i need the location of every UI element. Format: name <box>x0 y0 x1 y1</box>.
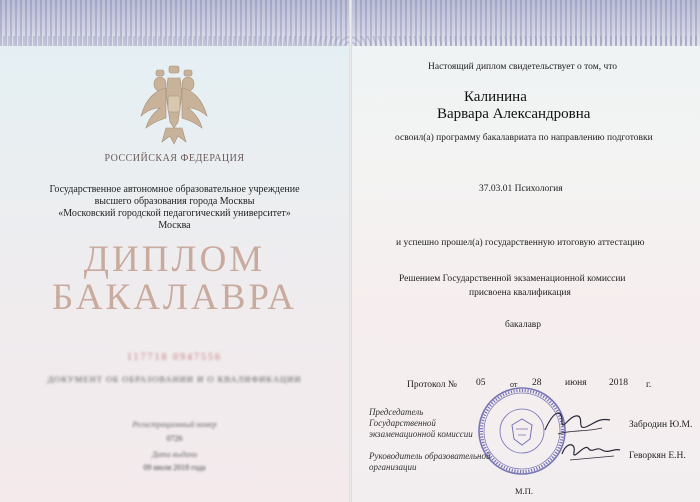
protocol-month: июня <box>565 378 587 388</box>
org-line-3: «Московский городской педагогический университет» <box>58 208 291 219</box>
issue-date: 09 июля 2018 года <box>143 463 206 472</box>
program-text: освоил(а) программу бакалавриата по направлению подготовки <box>395 133 653 143</box>
decision-line-1: Решением Государственной экзаменационной комиссии <box>399 274 626 284</box>
protocol-year-suffix: г. <box>646 380 652 390</box>
protocol-year: 2018 <box>609 378 628 388</box>
issue-date-label: Дата выдачи <box>151 450 198 459</box>
chair-line-3: экзаменационной комиссии <box>369 429 473 439</box>
org-line-2: высшего образования города Москвы <box>94 196 255 207</box>
head-name: Геворкян Е.Н. <box>629 451 686 461</box>
protocol-label: Протокол № <box>407 380 457 390</box>
document-type: ДОКУМЕНТ ОБ ОБРАЗОВАНИИ И О КВАЛИФИКАЦИИ <box>47 374 302 384</box>
given-names: Варвара Александровна <box>437 106 591 122</box>
attestation-text: и успешно прошел(а) государственную итоговую аттестацию <box>396 238 645 248</box>
org-line-1: Государственное автономное образовательное учреждение <box>49 184 300 195</box>
org-line-4: Москва <box>158 220 191 231</box>
protocol-from: от <box>510 380 518 389</box>
surname: Калинина <box>464 89 527 105</box>
head-line-1: Руководитель образовательной <box>369 451 491 461</box>
serial-number: 117718 0947556 <box>126 352 223 363</box>
title-line-1: ДИПЛОМ <box>83 239 266 280</box>
country-label: РОССИЙСКАЯ ФЕДЕРАЦИЯ <box>104 153 245 164</box>
intro-text: Настоящий диплом свидетельствует о том, что <box>428 62 618 72</box>
protocol-number: 05 <box>476 378 486 388</box>
registration-number: 0726 <box>166 434 183 443</box>
chair-line-1: Председатель <box>369 407 424 417</box>
chair-name: Забродин Ю.М. <box>629 420 693 430</box>
registration-label: Регистрационный номер <box>132 420 217 429</box>
coat-of-arms-icon <box>138 64 210 148</box>
program: 37.03.01 Психология <box>479 184 563 194</box>
qualification: бакалавр <box>505 320 542 330</box>
chair-line-2: Государственной <box>369 418 436 428</box>
decision-line-2: присвоена квалификация <box>469 288 571 298</box>
head-line-2: организации <box>369 462 417 472</box>
head-signature-icon <box>556 436 626 466</box>
protocol-day: 28 <box>532 378 542 388</box>
seal-place-label: М.П. <box>515 486 533 496</box>
page-fold <box>349 0 352 502</box>
title-line-2: БАКАЛАВРА <box>52 277 297 318</box>
